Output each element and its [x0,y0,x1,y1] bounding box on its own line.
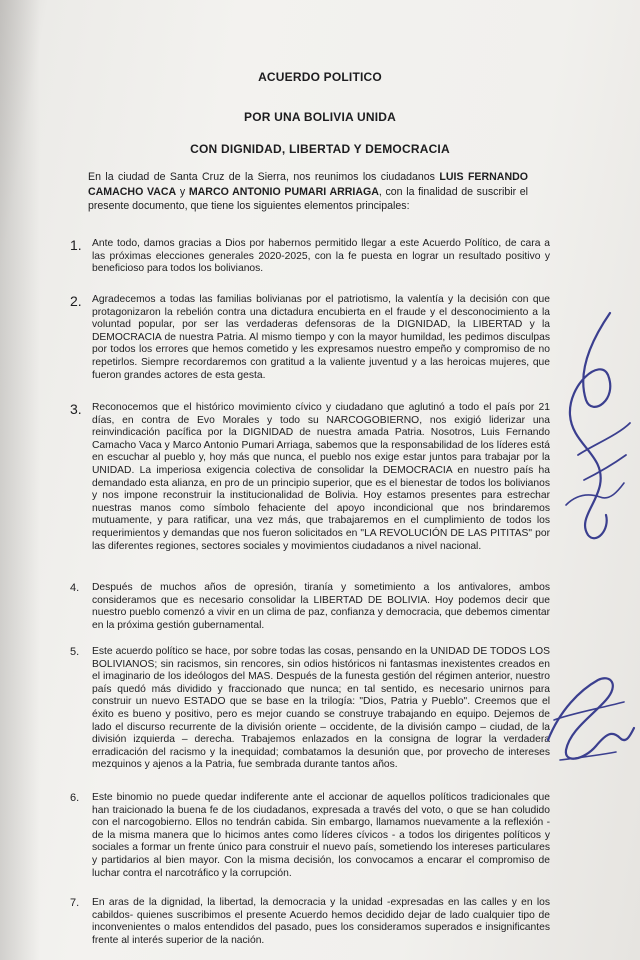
clause-7 [70,897,550,947]
clause-text: Ante todo, damos gracias a Dios por habernos permitido llegar a este Acuerdo Político, de cara a las próximas elecciones generales 2020-2025, con la fe puesta en lograr un resultado positivo y beneficioso para todos los bolivianos. [92,238,550,275]
clause-text: Este acuerdo político se hace, por sobre todas las cosas, pensando en la UNIDAD DE TODOS LOS BOLIVIANOS; sin racismos, sin rencores, sin odios históricos ni fantasmas inexistentes creados en el imaginario de los ideólogos del MAS. Después de la funesta gestión del régimen anterior, nuestro país quedó más dividido y fraccionado que nunca; en tal sentido, es necesario unirnos para construir un nuevo ESTADO que se base en la trilogía: "Dios, Patria y Pueblo". Creemos que el éxito es bueno y positivo, pero es mejor cuando se construye trabajando en equipo. Dejemos de lado el discurso recurrente de la división oriente – occidente, de la división campo – ciudad, de la división izquierda – derecha. Trabajemos enlazados en la consigna de lograr la verdadera erradicación del racismo y la inequidad; combatamos la desunión que, por provecho de intereses mezquinos y ajenos a la Patria, fue sembrada durante tantos años. [92,646,550,771]
clause-text: Este binomio no puede quedar indiferente ante el accionar de aquellos políticos tradicionales que han traicionado la buena fe de los ciudadanos, expresada a través del voto, o que se han coludido con el narcogobierno. Ellos no tendrán cabida. Sin embargo, llamamos nuevamente a la reflexión - de la misma manera que lo hicimos antes como líderes cívicos - a todos los dirigentes políticos y sociales a formar un frente único para construir el nuevo país, sometiendo los intereses particulares y partidarios al bien mayor. Con la misma decisión, los convocamos a encarar el compromiso de luchar contra el narcotráfico y la corrupción. [92,792,550,879]
intro-text-b: y [176,185,189,198]
clause-text: Después de muchos años de opresión, tiranía y sometimiento a los antivalores, ambos consideramos que es necesario consolidar la LIBERTAD DE BOLIVIA. Hoy podemos decir que nuestro pueblo comenzó a vivir en un clima de paz, confianza y democracia, que debemos cimentar en la próxima gestión gubernamental. [92,582,550,631]
clause-1 [70,238,550,276]
document-title: ACUERDO POLITICO [258,70,382,84]
clause-text: En aras de la dignidad, la libertad, la democracia y la unidad -expresadas en las calles y en los cabildos- quienes suscribimos el presente Acuerdo hemos decidido dejar de lado cualquier tipo de inconvenientes o malos entendidos del pasado, pues los consideramos superados e insignificantes frente al interés superior de la nación. [92,897,550,946]
signatory-name-2: MARCO ANTONIO PUMARI ARRIAGA [188,185,379,198]
clause-2 [70,294,550,382]
clause-number: 4. [70,582,80,594]
clause-text: Reconocemos que el histórico movimiento cívico y ciudadano que aglutinó a todo el país por 21 días, en contra de Evo Morales y todo su NARCOGOBIERNO, nos exigió liderizar una reinvindicación pacífica por la DIGNIDAD de nuestra amada Patria. Nosotros, Luis Fernando Camacho Vaca y Marco Antonio Pumari Arriaga, sabemos que la responsabilidad de los líderes está en escuchar al pueblo y, hoy más que nunca, el pueblo nos exige estar juntos para trabajar por la UNIDAD. La imperiosa exigencia colectiva de consolidar la DEMOCRACIA en nuestro país ha demandado esta alianza, en pro de un principio superior, que es el bienestar de todos los bolivianos y nos impone reconstruir la institucionalidad de Bolivia. Hoy estamos presentes para estrechar nuestras manos como símbolo fehaciente del apoyo incondicional que nos brindaremos mutuamente, y para ratificar, una vez más, que trabajaremos en el cumplimiento de todos los requerimientos y demandas que nos fueron solicitados en "LA REVOLUCIÓN DE LAS PITITAS" por las diferentes regiones, sectores sociales y movimientos ciudadanos a nivel nacional. [92,402,550,552]
document-motto: CON DIGNIDAD, LIBERTAD Y DEMOCRACIA [190,142,450,156]
signature-mark-1 [548,305,638,555]
intro-text-a: En la ciudad de Santa Cruz de la Sierra, nos reunimos los ciudadanos [88,171,440,183]
clause-6 [70,792,550,880]
clause-5 [70,646,550,772]
clause-number: 7. [70,897,80,909]
document-subtitle: POR UNA BOLIVIA UNIDA [244,110,396,124]
clause-number: 2. [70,293,82,309]
clause-number: 1. [70,237,82,253]
signatory-name-1: LUIS FERNANDO CAMACHO VACA [88,171,528,198]
intro-paragraph [88,170,528,214]
clause-number: 6. [70,792,80,804]
clause-text: Agradecemos a todas las familias bolivianas por el patriotismo, la valentía y la decisión con que protagonizaron la rebelión contra una dictadura encubierta en el fraude y el desconocimiento a la voluntad popular, por ser las verdaderas defensoras de la DIGNIDAD, la LIBERTAD y la DEMOCRACIA de nuestra Patria. Al mismo tiempo y con la mayor humildad, les pedimos disculpas por todos los errores que hemos cometido y les expresamos nuestro empeño y compromiso de no repetirlos. Siempre recordaremos con gratitud a la valiente juventud y a las heroicas mujeres, que fueron grandes actores de esta gesta. [92,294,550,381]
clause-number: 3. [70,401,82,417]
clause-number: 5. [70,646,80,658]
signature-mark-2 [540,660,638,780]
clause-4 [70,582,550,632]
clause-3 [70,402,550,553]
intro-text-c: , con la finalidad de suscribir el presente documento, que tiene los siguientes elementos principales: [88,185,529,212]
